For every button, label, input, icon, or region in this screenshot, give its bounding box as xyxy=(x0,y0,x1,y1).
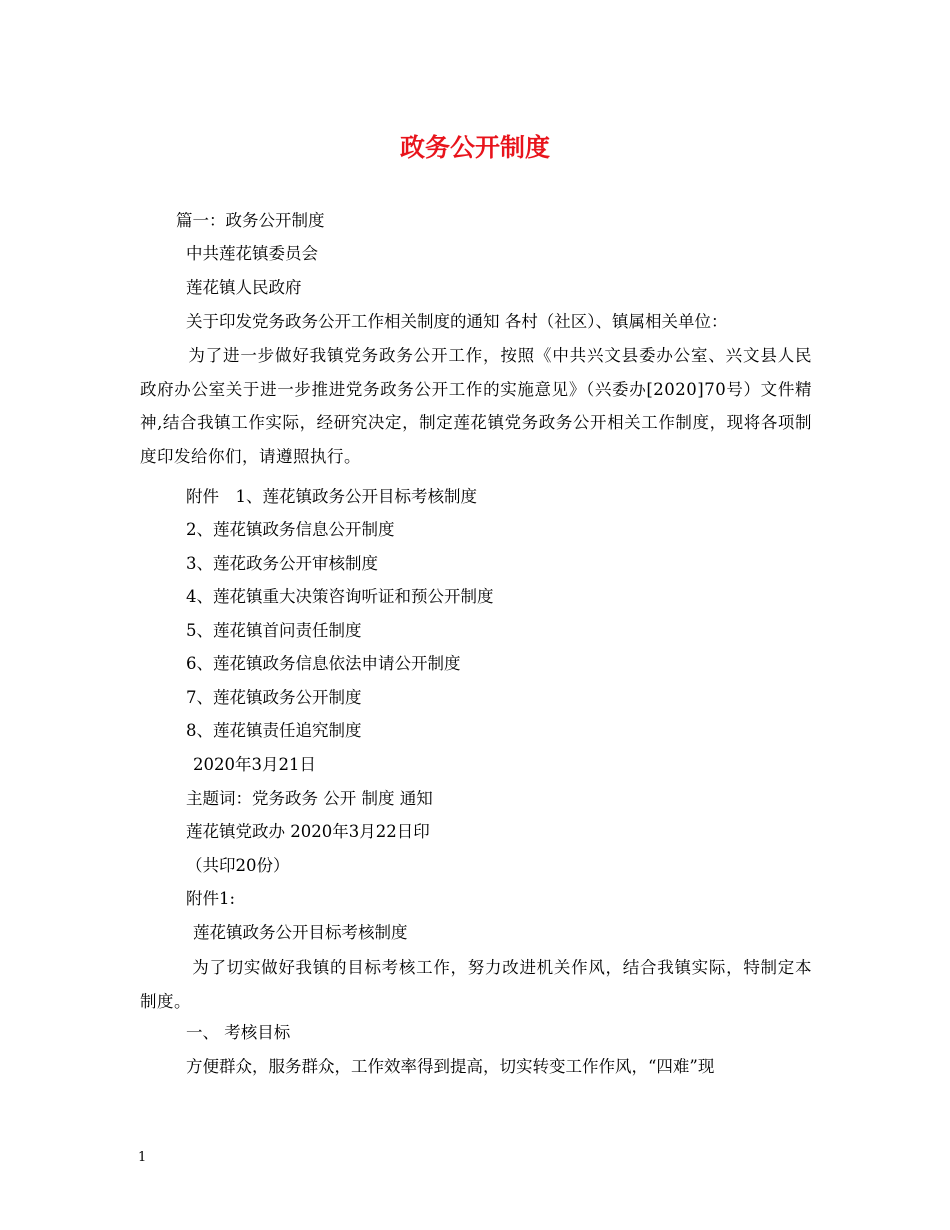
subject-words: 主题词：党务政务 公开 制度 通知 xyxy=(186,789,433,808)
issue-date: 2020年3月21日 xyxy=(193,755,316,774)
attachment-list-item: 附件 1、莲花镇政务公开目标考核制度 xyxy=(186,487,477,506)
body-paragraph-3: 方便群众，服务群众，工作效率得到提高，切实转变工作作风，“四难”现 xyxy=(186,1057,715,1076)
notice-title-line: 关于印发党务政务公开工作相关制度的通知 各村（社区）、镇属相关单位： xyxy=(186,312,728,331)
issuer-government: 莲花镇人民政府 xyxy=(186,278,302,297)
attachment-list-item: 5、莲花镇首问责任制度 xyxy=(186,621,362,640)
document-title: 政务公开制度 xyxy=(399,133,550,162)
page-number: 1 xyxy=(138,1150,147,1165)
issuer-committee: 中共莲花镇委员会 xyxy=(186,244,318,263)
body-paragraph-2 xyxy=(140,951,812,1018)
printed-by: 莲花镇党政办 2020年3月22日印 xyxy=(186,822,430,841)
attachment-list-item: 7、莲花镇政务公开制度 xyxy=(186,688,362,707)
section1-heading: 一、 考核目标 xyxy=(186,1023,291,1042)
section-heading: 篇一：政务公开制度 xyxy=(176,211,325,230)
attachment-list-item: 8、莲花镇责任追究制度 xyxy=(186,721,362,740)
copies-count: （共印20份） xyxy=(186,856,290,875)
attachment1-title: 莲花镇政务公开目标考核制度 xyxy=(193,923,408,942)
attachment-list-item: 6、莲花镇政务信息依法申请公开制度 xyxy=(186,654,461,673)
body-paragraph-1 xyxy=(140,339,812,473)
attachment-list-item: 4、莲花镇重大决策咨询听证和预公开制度 xyxy=(186,587,494,606)
body-paragraph-1-text: 为了进一步做好我镇党务政务公开工作，按照《中共兴文县委办公室、兴文县人民政府办公室关于进一步推进党务政务公开工作的实施意见》（兴委办[2020]70号）文件精神,结合我镇工作实际，经研究决定，制定莲花镇党务政务公开相关工作制度，现将各项制度印发给你们，请遵照执行。 xyxy=(140,346,812,466)
body-paragraph-2-text: 为了切实做好我镇的目标考核工作，努力改进机关作风，结合我镇实际，特制定本制度。 xyxy=(140,958,812,1011)
attachment1-label: 附件1: xyxy=(186,889,236,908)
attachment-list-item: 2、莲花镇政务信息公开制度 xyxy=(186,520,395,539)
attachment-list-item: 3、莲花政务公开审核制度 xyxy=(186,554,378,573)
